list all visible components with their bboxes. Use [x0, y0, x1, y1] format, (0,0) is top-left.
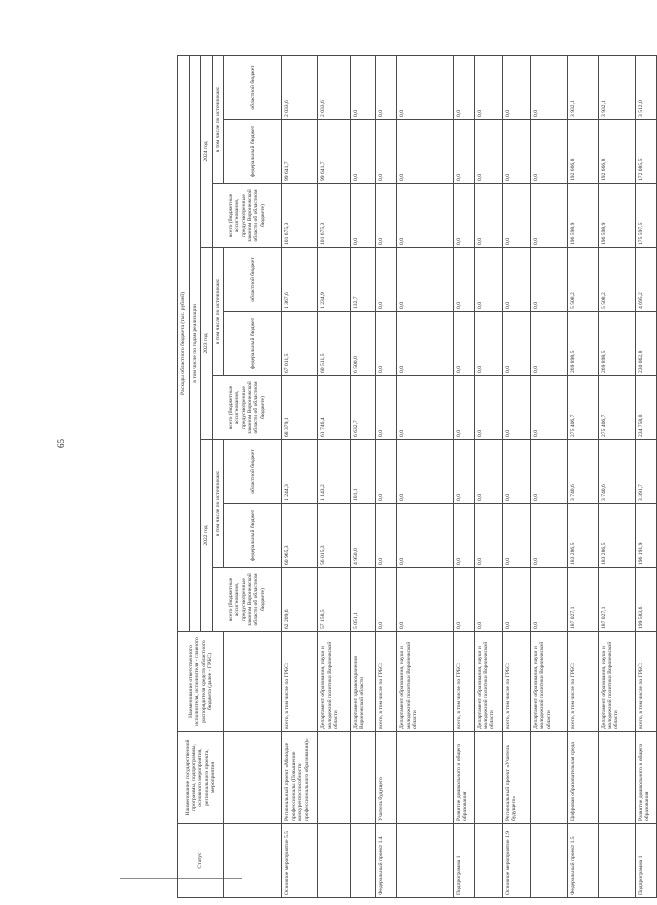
cell-value: 199 583,6: [635, 568, 656, 632]
cell-status: [474, 824, 502, 898]
cell-value: 1 234,9: [318, 248, 351, 312]
cell-value: 57 158,5: [318, 568, 351, 632]
header-year-2023: 2023 год: [201, 248, 212, 440]
cell-value: 0,0: [397, 440, 453, 504]
cell-value: 3 740,6: [568, 440, 598, 504]
cell-name: [530, 732, 567, 824]
cell-executor: Департамент здравоохранения Воронежской области: [350, 632, 376, 732]
cell-value: 2 033,6: [282, 55, 318, 119]
cell-executor: Департамент образования, науки и молодежной политики Воронежской области: [474, 632, 502, 732]
cell-name: Региональный проект «Учитель будущего»: [502, 732, 530, 824]
cell-value: 0,0: [502, 120, 530, 184]
cell-name: Развитие дошкольного и общего образования: [635, 732, 656, 824]
cell-executor: Департамент образования, науки и молодежной политики Воронежской области: [397, 632, 453, 732]
header-expenses: Расходы областного бюджета (тыс. рублей): [178, 55, 190, 631]
cell-name: [350, 732, 376, 824]
table-row: [318, 55, 351, 897]
cell-status: Подпрограмма 1: [453, 824, 474, 898]
cell-value: 3 512,0: [635, 55, 656, 119]
cell-value: 0,0: [530, 376, 567, 440]
header-blank-status: [224, 824, 282, 898]
cell-value: 0,0: [376, 376, 397, 440]
cell-value: 1 244,3: [282, 440, 318, 504]
cell-value: 0,0: [453, 55, 474, 119]
cell-value: 0,0: [453, 312, 474, 376]
cell-status: Основное мероприятие 5.5: [282, 824, 318, 898]
cell-value: 234 758,0: [635, 376, 656, 440]
cell-value: 61 746,4: [318, 376, 351, 440]
cell-value: 0,0: [397, 55, 453, 119]
header-regional-2023: областной бюджет: [224, 248, 282, 312]
budget-table: [177, 55, 657, 898]
cell-value: 4 950,0: [350, 504, 376, 568]
cell-name: Региональный проект «Молодые профессионалы (Повышение конкурентоспособности профессионального образования)»: [282, 732, 318, 824]
table-row: [530, 55, 567, 897]
cell-executor: всего, в том числе по ГРБС:: [376, 632, 397, 732]
header-federal-2022: федеральный бюджет: [224, 504, 282, 568]
cell-value: 0,0: [376, 568, 397, 632]
cell-value: 0,0: [474, 184, 502, 248]
table-row: [568, 55, 598, 897]
cell-value: 1 367,6: [282, 248, 318, 312]
cell-value: 6 500,0: [350, 312, 376, 376]
header-sources-2024: в том числе по источникам:: [212, 55, 223, 183]
cell-name: Развитие дошкольного и общего образования: [453, 732, 474, 824]
cell-value: 196 598,9: [568, 184, 598, 248]
cell-value: 0,0: [502, 248, 530, 312]
cell-value: 0,0: [474, 568, 502, 632]
cell-value: 0,0: [397, 184, 453, 248]
table-body: [282, 55, 657, 897]
cell-value: 0,0: [530, 312, 567, 376]
cell-value: 0,0: [453, 120, 474, 184]
cell-name: [474, 732, 502, 824]
cell-value: 3 740,6: [598, 440, 635, 504]
cell-value: 101 675,3: [282, 184, 318, 248]
cell-value: 0,0: [530, 504, 567, 568]
cell-status: Основное мероприятие 1.9: [502, 824, 530, 898]
cell-value: 0,0: [530, 440, 567, 504]
table-row: [376, 55, 397, 897]
cell-status: [530, 824, 567, 898]
cell-value: 0,0: [530, 184, 567, 248]
cell-value: 0,0: [453, 376, 474, 440]
cell-value: 0,0: [530, 55, 567, 119]
cell-value: 0,0: [453, 248, 474, 312]
cell-value: 99 641,7: [282, 120, 318, 184]
table-row: [282, 55, 318, 897]
cell-value: 0,0: [397, 376, 453, 440]
cell-value: 1 143,2: [318, 440, 351, 504]
cell-name: [318, 732, 351, 824]
cell-value: 3 932,1: [598, 55, 635, 119]
cell-value: 183 286,5: [568, 504, 598, 568]
cell-value: 0,0: [397, 312, 453, 376]
cell-value: 0,0: [502, 440, 530, 504]
cell-value: 275 406,7: [598, 376, 635, 440]
cell-name: Учитель будущего: [376, 732, 397, 824]
cell-value: 183 286,5: [598, 504, 635, 568]
cell-value: 0,0: [530, 568, 567, 632]
rotated-table-container: [177, 56, 657, 898]
table-row: [474, 55, 502, 897]
table-row: [453, 55, 474, 897]
cell-executor: всего, в том числе по ГРБС:: [453, 632, 474, 732]
cell-value: 62 209,6: [282, 568, 318, 632]
cell-executor: Департамент образования, науки и молодежной политики Воронежской области: [318, 632, 351, 732]
cell-value: 230 062,8: [635, 312, 656, 376]
cell-value: 0,0: [397, 248, 453, 312]
cell-value: 187 027,1: [598, 568, 635, 632]
cell-value: 0,0: [502, 184, 530, 248]
cell-executor: Департамент образования, науки и молодежной политики Воронежской области: [530, 632, 567, 732]
cell-status: [350, 824, 376, 898]
header-blank-name: [224, 732, 282, 824]
cell-value: 56 015,3: [318, 504, 351, 568]
cell-value: 0,0: [397, 120, 453, 184]
cell-value: 60 511,5: [318, 312, 351, 376]
cell-value: 68 379,1: [282, 376, 318, 440]
cell-status: [318, 824, 351, 898]
cell-executor: всего, в том числе по ГРБС:: [502, 632, 530, 732]
cell-value: 0,0: [502, 568, 530, 632]
cell-value: 0,0: [453, 184, 474, 248]
cell-executor: всего, в том числе по ГРБС:: [568, 632, 598, 732]
cell-value: 275 406,7: [568, 376, 598, 440]
cell-value: 5 508,2: [598, 248, 635, 312]
cell-value: 0,0: [502, 376, 530, 440]
cell-value: 0,0: [474, 120, 502, 184]
cell-value: 0,0: [474, 440, 502, 504]
cell-value: 269 898,5: [598, 312, 635, 376]
cell-value: 0,0: [376, 312, 397, 376]
cell-value: 0,0: [376, 440, 397, 504]
cell-name: [598, 732, 635, 824]
table-row: [397, 55, 453, 897]
header-regional-2024: областной бюджет: [224, 55, 282, 119]
cell-value: 0,0: [453, 440, 474, 504]
cell-value: 0,0: [502, 312, 530, 376]
cell-executor: всего, в том числе по ГРБС:: [635, 632, 656, 732]
cell-value: 0,0: [376, 248, 397, 312]
cell-value: 0,0: [474, 312, 502, 376]
cell-value: 0,0: [376, 55, 397, 119]
cell-status: [397, 824, 453, 898]
cell-value: 3 932,1: [568, 55, 598, 119]
cell-value: 0,0: [530, 248, 567, 312]
cell-value: 0,0: [502, 55, 530, 119]
cell-value: 0,0: [474, 504, 502, 568]
cell-value: 5 508,2: [568, 248, 598, 312]
cell-value: 0,0: [474, 248, 502, 312]
cell-value: 0,0: [376, 120, 397, 184]
cell-value: 67 011,5: [282, 312, 318, 376]
cell-value: 0,0: [350, 55, 376, 119]
cell-status: Федеральный проект 1.4: [376, 824, 397, 898]
header-year-2022: 2022 год: [201, 440, 212, 632]
cell-value: 196 191,9: [635, 504, 656, 568]
header-regional-2022: областной бюджет: [224, 440, 282, 504]
header-executor: Наименование ответственного исполнителя, исполнителя - главного распорядителя средств областного бюджета (далее - ГРБС): [178, 632, 224, 732]
cell-value: 0,0: [397, 568, 453, 632]
cell-value: 4 695,2: [635, 248, 656, 312]
table-row: [598, 55, 635, 897]
cell-value: 196 598,9: [598, 184, 635, 248]
cell-value: 5 051,1: [350, 568, 376, 632]
cell-value: 192 666,8: [568, 120, 598, 184]
cell-value: 101 675,3: [318, 184, 351, 248]
table-row: [635, 55, 656, 897]
cell-value: 0,0: [502, 504, 530, 568]
cell-value: 0,0: [474, 376, 502, 440]
cell-value: 101,1: [350, 440, 376, 504]
header-sources-2022: в том числе по источникам:: [212, 440, 223, 568]
cell-value: 3 391,7: [635, 440, 656, 504]
cell-value: 99 641,7: [318, 120, 351, 184]
cell-value: 192 666,8: [598, 120, 635, 184]
header-blank-executor: [224, 632, 282, 732]
cell-value: 0,0: [530, 120, 567, 184]
header-year-2024: 2024 год: [201, 55, 212, 247]
header-name: Наименование государственной программы, подпрограммы, основного мероприятия, регионального проекта, мероприятия: [178, 732, 224, 824]
cell-value: 0,0: [376, 184, 397, 248]
cell-value: 2 033,6: [318, 55, 351, 119]
cell-name: [397, 732, 453, 824]
page-number: 65: [56, 439, 66, 448]
cell-status: Подпрограмма 1: [635, 824, 656, 898]
header-total-2023: всего (бюджетные ассигнования, предусмотренные законом Воронежской области об областном бюджете): [212, 376, 281, 440]
cell-value: 0,0: [350, 120, 376, 184]
header-status: Статус: [178, 824, 224, 898]
table-row: [350, 55, 376, 897]
cell-value: 269 898,5: [568, 312, 598, 376]
cell-value: 0,0: [376, 504, 397, 568]
cell-value: 0,0: [397, 504, 453, 568]
table-row: [502, 55, 530, 897]
cell-executor: всего, в том числе по ГРБС:: [282, 632, 318, 732]
header-by-years: в том числе по годам реализации: [190, 55, 201, 631]
cell-value: 0,0: [453, 504, 474, 568]
cell-value: 175 597,5: [635, 184, 656, 248]
cell-value: 0,0: [453, 568, 474, 632]
cell-value: 60 965,3: [282, 504, 318, 568]
cell-value: 187 027,1: [568, 568, 598, 632]
header-sources-2023: в том числе по источникам:: [212, 248, 223, 376]
cell-value: 172 085,5: [635, 120, 656, 184]
cell-executor: Департамент образования, науки и молодежной политики Воронежской области: [598, 632, 635, 732]
header-total-2022: всего (бюджетные ассигнования, предусмотренные законом Воронежской области об областном бюджете): [212, 568, 281, 632]
header-federal-2024: федеральный бюджет: [224, 120, 282, 184]
header-total-2024: всего (бюджетные ассигнования, предусмотренные законом Воронежской области об областном бюджете): [212, 184, 281, 248]
cell-status: [598, 824, 635, 898]
cell-status: Федеральный проект 1.5: [568, 824, 598, 898]
cell-value: 0,0: [350, 184, 376, 248]
cell-value: 132,7: [350, 248, 376, 312]
cell-value: 6 632,7: [350, 376, 376, 440]
cell-value: 0,0: [474, 55, 502, 119]
cell-name: Цифровая образовательная среда: [568, 732, 598, 824]
header-federal-2023: федеральный бюджет: [224, 312, 282, 376]
